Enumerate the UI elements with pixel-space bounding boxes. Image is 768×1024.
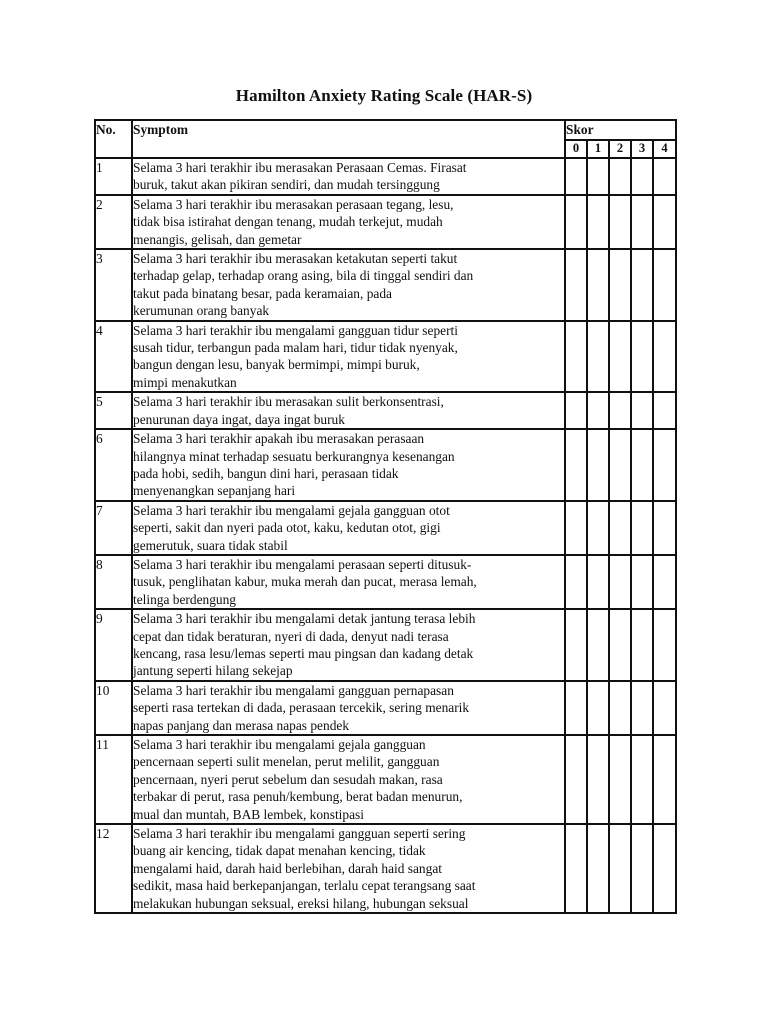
score-cell-2[interactable] <box>609 735 631 824</box>
table-body <box>95 158 676 913</box>
score-header-0: 0 <box>565 140 587 158</box>
score-cell-3[interactable] <box>631 158 653 195</box>
table-row <box>95 158 676 195</box>
score-cell-0[interactable] <box>565 501 587 555</box>
score-cell-1[interactable] <box>587 195 609 249</box>
score-cell-2[interactable] <box>609 321 631 393</box>
score-cell-0[interactable] <box>565 429 587 501</box>
score-cell-1[interactable] <box>587 158 609 195</box>
table-row <box>95 609 676 681</box>
score-cell-4[interactable] <box>653 609 676 681</box>
score-cell-3[interactable] <box>631 249 653 321</box>
score-cell-4[interactable] <box>653 195 676 249</box>
score-cell-4[interactable] <box>653 681 676 735</box>
table-row <box>95 681 676 735</box>
score-cell-3[interactable] <box>631 501 653 555</box>
column-header-symptom: Symptom <box>132 120 565 158</box>
table-row <box>95 392 676 429</box>
score-cell-2[interactable] <box>609 681 631 735</box>
row-number: 10 <box>95 681 132 735</box>
score-cell-4[interactable] <box>653 321 676 393</box>
score-cell-1[interactable] <box>587 321 609 393</box>
score-cell-4[interactable] <box>653 392 676 429</box>
score-cell-3[interactable] <box>631 824 653 913</box>
score-cell-0[interactable] <box>565 195 587 249</box>
table-row <box>95 429 676 501</box>
score-cell-0[interactable] <box>565 158 587 195</box>
table-row <box>95 735 676 824</box>
header-row-top <box>95 120 676 140</box>
symptom-text: Selama 3 hari terakhir ibu mengalami gangguan tidur seperti susah tidur, terbangun pada malam hari, tidur tidak nyenyak, bangun dengan lesu, banyak bermimpi, mimpi buruk, mimpi menakutkan <box>132 321 565 393</box>
score-cell-3[interactable] <box>631 321 653 393</box>
row-number: 3 <box>95 249 132 321</box>
symptom-text: Selama 3 hari terakhir ibu mengalami detak jantung terasa lebih cepat dan tidak beraturan, nyeri di dada, denyut nadi terasa kencang, rasa lesu/lemas seperti mau pingsan dan kadang detak jantung seperti hilang sekejap <box>132 609 565 681</box>
score-cell-1[interactable] <box>587 501 609 555</box>
score-cell-2[interactable] <box>609 392 631 429</box>
score-cell-1[interactable] <box>587 249 609 321</box>
score-cell-0[interactable] <box>565 321 587 393</box>
score-cell-1[interactable] <box>587 555 609 609</box>
table-row <box>95 555 676 609</box>
column-header-skor: Skor <box>565 120 676 140</box>
score-header-1: 1 <box>587 140 609 158</box>
score-cell-3[interactable] <box>631 555 653 609</box>
symptom-text: Selama 3 hari terakhir ibu merasakan ketakutan seperti takut terhadap gelap, terhadap orang asing, bila di tinggal sendiri dan takut pada binatang besar, pada keramaian, pada kerumunan orang banyak <box>132 249 565 321</box>
hars-table <box>94 119 677 914</box>
score-cell-2[interactable] <box>609 195 631 249</box>
score-cell-3[interactable] <box>631 392 653 429</box>
score-cell-4[interactable] <box>653 158 676 195</box>
symptom-text: Selama 3 hari terakhir ibu merasakan sulit berkonsentrasi, penurunan daya ingat, daya ingat buruk <box>132 392 565 429</box>
document-title: Hamilton Anxiety Rating Scale (HAR-S) <box>235 86 533 105</box>
symptom-text: Selama 3 hari terakhir ibu mengalami gangguan pernapasan seperti rasa tertekan di dada, perasaan tercekik, sering menarik napas panjang dan merasa napas pendek <box>132 681 565 735</box>
symptom-text: Selama 3 hari terakhir ibu mengalami gejala gangguan otot seperti, sakit dan nyeri pada otot, kaku, kedutan otot, gigi gemerutuk, suara tidak stabil <box>132 501 565 555</box>
score-cell-0[interactable] <box>565 681 587 735</box>
score-header-4: 4 <box>653 140 676 158</box>
table-row <box>95 501 676 555</box>
symptom-text: Selama 3 hari terakhir ibu mengalami perasaan seperti ditusuk- tusuk, penglihatan kabur, muka merah dan pucat, merasa lemah, telinga berdengung <box>132 555 565 609</box>
score-header-3: 3 <box>631 140 653 158</box>
score-cell-0[interactable] <box>565 609 587 681</box>
row-number: 7 <box>95 501 132 555</box>
score-cell-1[interactable] <box>587 429 609 501</box>
score-cell-3[interactable] <box>631 195 653 249</box>
score-cell-1[interactable] <box>587 609 609 681</box>
score-cell-1[interactable] <box>587 735 609 824</box>
score-cell-4[interactable] <box>653 429 676 501</box>
score-cell-1[interactable] <box>587 824 609 913</box>
row-number: 6 <box>95 429 132 501</box>
score-cell-3[interactable] <box>631 735 653 824</box>
score-cell-2[interactable] <box>609 501 631 555</box>
column-header-no: No. <box>95 120 132 158</box>
row-number: 5 <box>95 392 132 429</box>
score-cell-4[interactable] <box>653 501 676 555</box>
symptom-text: Selama 3 hari terakhir ibu merasakan perasaan tegang, lesu, tidak bisa istirahat dengan tenang, mudah terkejut, mudah menangis, gelisah, dan gemetar <box>132 195 565 249</box>
score-header-2: 2 <box>609 140 631 158</box>
score-cell-2[interactable] <box>609 555 631 609</box>
row-number: 4 <box>95 321 132 393</box>
symptom-text: Selama 3 hari terakhir ibu merasakan Perasaan Cemas. Firasat buruk, takut akan pikiran sendiri, dan mudah tersinggung <box>132 158 565 195</box>
score-cell-3[interactable] <box>631 609 653 681</box>
score-cell-2[interactable] <box>609 158 631 195</box>
table-row <box>95 824 676 913</box>
score-cell-4[interactable] <box>653 249 676 321</box>
score-cell-3[interactable] <box>631 681 653 735</box>
score-cell-4[interactable] <box>653 555 676 609</box>
score-cell-2[interactable] <box>609 824 631 913</box>
table-row <box>95 321 676 393</box>
score-cell-1[interactable] <box>587 392 609 429</box>
score-cell-3[interactable] <box>631 429 653 501</box>
symptom-text: Selama 3 hari terakhir ibu mengalami gangguan seperti sering buang air kencing, tidak dapat menahan kencing, tidak mengalami haid, darah haid berlebihan, darah haid sangat sedikit, masa haid berkepanjangan, terlalu cepat terangsang saat melakukan hubungan seksual, ereksi hilang, hubungan seksual <box>132 824 565 913</box>
score-cell-4[interactable] <box>653 735 676 824</box>
row-number: 1 <box>95 158 132 195</box>
score-cell-0[interactable] <box>565 824 587 913</box>
score-cell-2[interactable] <box>609 609 631 681</box>
score-cell-2[interactable] <box>609 249 631 321</box>
row-number: 2 <box>95 195 132 249</box>
score-cell-2[interactable] <box>609 429 631 501</box>
score-cell-1[interactable] <box>587 681 609 735</box>
row-number: 12 <box>95 824 132 913</box>
score-cell-0[interactable] <box>565 392 587 429</box>
score-cell-4[interactable] <box>653 824 676 913</box>
score-cell-0[interactable] <box>565 249 587 321</box>
table-row <box>95 249 676 321</box>
score-cell-0[interactable] <box>565 735 587 824</box>
symptom-text: Selama 3 hari terakhir apakah ibu merasakan perasaan hilangnya minat terhadap sesuatu berkurangnya kesenangan pada hobi, sedih, bangun dini hari, perasaan tidak menyenangkan sepanjang hari <box>132 429 565 501</box>
symptom-text: Selama 3 hari terakhir ibu mengalami gejala gangguan pencernaan seperti sulit menelan, perut melilit, gangguan pencernaan, nyeri perut sebelum dan sesudah makan, rasa terbakar di perut, rasa penuh/kembung, berat badan menurun, mual dan muntah, BAB lembek, konstipasi <box>132 735 565 824</box>
row-number: 8 <box>95 555 132 609</box>
score-cell-0[interactable] <box>565 555 587 609</box>
table-row <box>95 195 676 249</box>
row-number: 9 <box>95 609 132 681</box>
row-number: 11 <box>95 735 132 824</box>
